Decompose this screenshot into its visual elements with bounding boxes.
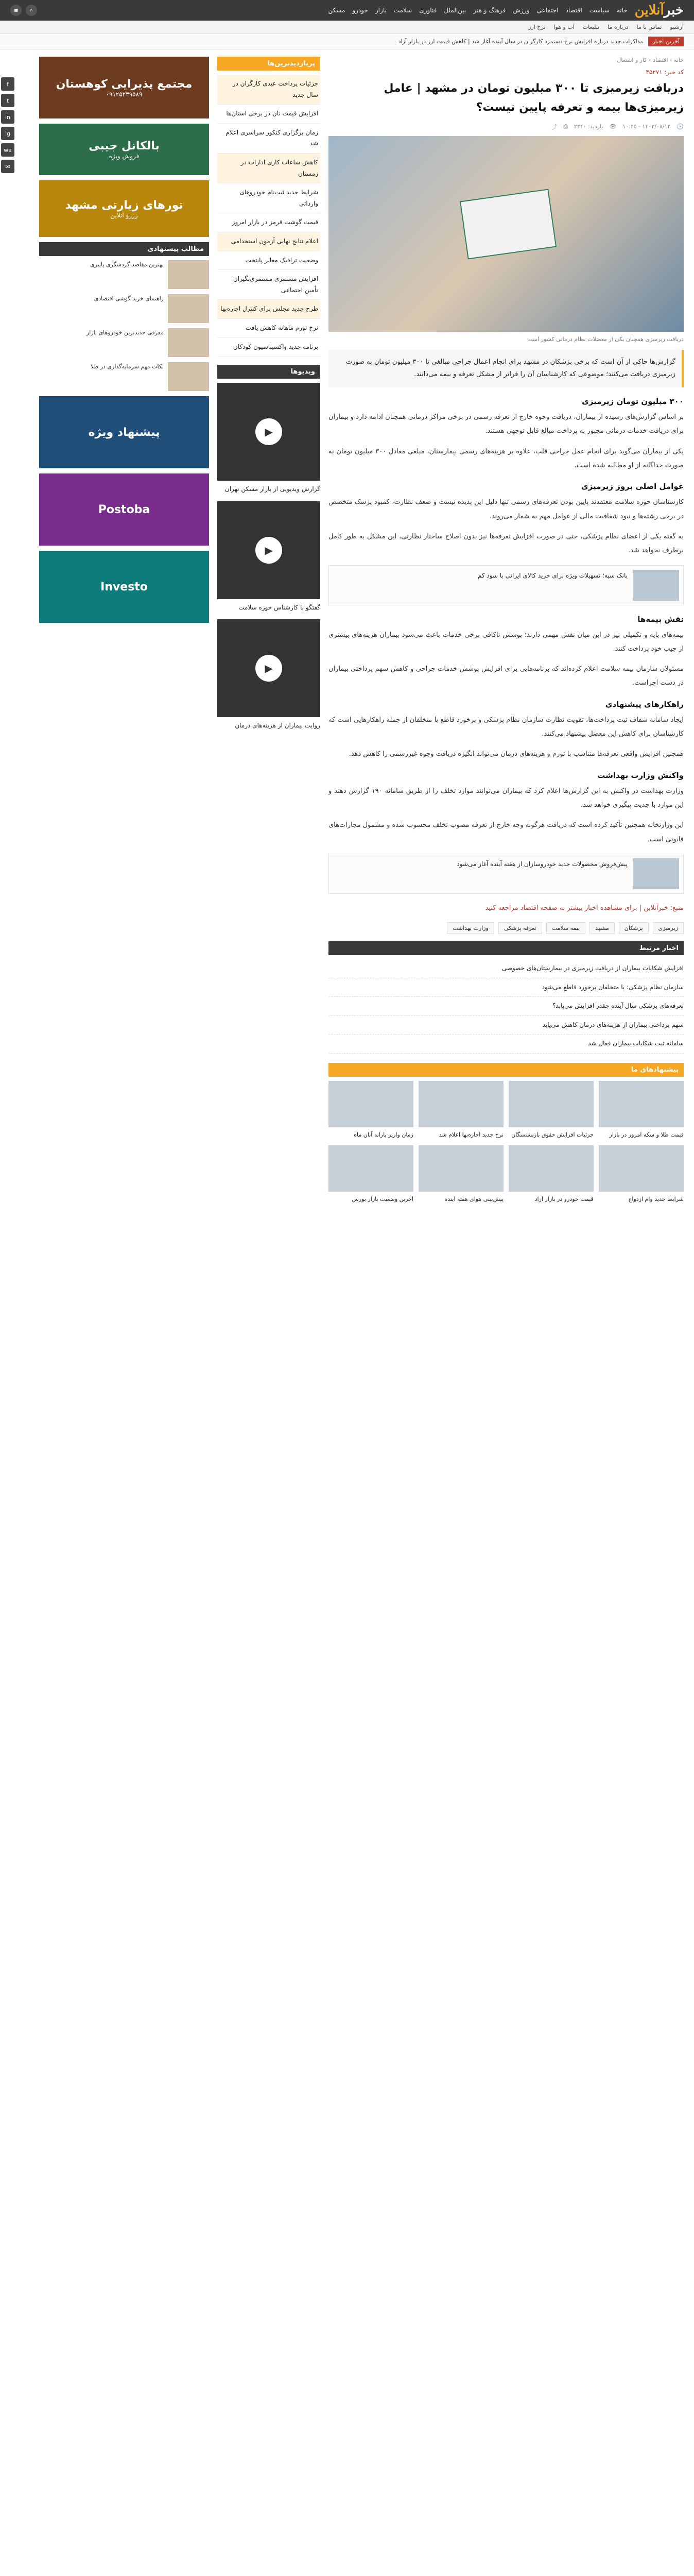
- section-heading: عوامل اصلی بروز زیرمیزی: [581, 482, 684, 492]
- popular-item[interactable]: شرایط جدید ثبت‌نام خودروهای وارداتی: [217, 183, 320, 213]
- share-icon[interactable]: in: [1, 110, 14, 124]
- nav-item[interactable]: اجتماعی: [536, 7, 559, 14]
- popular-item[interactable]: اعلام نتایج نهایی آزمون استخدامی: [217, 232, 320, 251]
- paragraph: یکی از بیماران می‌گوید برای انجام عمل جراحی قلب، علاوه بر هزینه‌های رسمی بیمارستان، مبلغی معادل ۳۰۰ میلیون تومان به صورت جداگانه از او مطالبه شده است.: [328, 447, 684, 470]
- inline-ad-image: [633, 570, 679, 601]
- tag[interactable]: وزارت بهداشت: [447, 922, 494, 934]
- nav-item[interactable]: خودرو: [352, 7, 368, 14]
- image-caption: دریافت زیرمیزی همچنان یکی از معضلات نظام درمانی کشور است: [527, 335, 684, 343]
- popular-item[interactable]: افزایش مستمری مستمری‌بگیران تأمین اجتماعی: [217, 270, 320, 300]
- section-heading: راهکارهای پیشنهادی: [605, 699, 684, 709]
- ticker-label: آخرین اخبار: [648, 37, 684, 46]
- eye-icon: 👁: [609, 123, 617, 130]
- inline-ad[interactable]: [328, 565, 684, 605]
- card-image: [419, 1081, 504, 1127]
- paragraph: همچنین افزایش واقعی تعرفه‌ها متناسب با تورم و هزینه‌های درمان می‌تواند انگیزه دریافت وجوه غیررسمی را کاهش دهد.: [349, 750, 684, 758]
- content-wrap: [0, 49, 694, 1219]
- nav-item[interactable]: فرهنگ و هنر: [473, 7, 506, 14]
- subnav-item[interactable]: نرخ ارز: [528, 24, 546, 30]
- ad-sidebar: [39, 57, 209, 1212]
- paragraph: مسئولان سازمان بیمه سلامت اعلام کرده‌اند که برنامه‌هایی برای افزایش پوشش خدمات جراحی و کاهش سهم پرداختی بیماران در دست اجراست.: [328, 665, 684, 687]
- card-image: [328, 1145, 413, 1192]
- suggest-card[interactable]: [328, 1145, 413, 1205]
- card-image: [599, 1145, 684, 1192]
- ad3-title: تورهای زیارتی مشهد: [65, 198, 183, 212]
- card-image: [419, 1145, 504, 1192]
- nav-item[interactable]: سلامت: [393, 7, 412, 14]
- article-summary: گزارش‌ها حاکی از آن است که برخی پزشکان در مشهد برای انجام اعمال جراحی مبالغی تا ۳۰۰ میلیون تومان به صورت زیرمیزی دریافت می‌کنند؛ موضوعی که کارشناسان آن را فراتر از مشکل تعرفه و بیمه می‌دانند.: [328, 350, 684, 387]
- ad-banner-3[interactable]: [39, 180, 209, 237]
- mini-item[interactable]: [39, 260, 209, 289]
- promo-3[interactable]: [39, 551, 209, 623]
- news-code: کد خبر: ۴۵۲۷۱: [646, 69, 684, 76]
- print-icon[interactable]: ⎙: [563, 123, 568, 130]
- paragraph: به گفته یکی از اعضای نظام پزشکی، حتی در صورت افزایش تعرفه‌ها نیز بدون اصلاح ساختار نظارتی، این مشکل به طور کامل برطرف نخواهد شد.: [328, 532, 684, 555]
- ad-banner-2[interactable]: [39, 124, 209, 175]
- share-icon[interactable]: wa: [1, 143, 14, 157]
- card-title: نرخ جدید اجاره‌بها اعلام شد: [439, 1131, 504, 1139]
- popular-item[interactable]: طرح جدید مجلس برای کنترل اجاره‌بها: [217, 300, 320, 319]
- article-date: ۱۴۰۳/۰۸/۱۲ - ۱۰:۴۵: [622, 123, 671, 130]
- mini-title: معرفی جدیدترین خودروهای بازار: [86, 329, 164, 336]
- suggest-card[interactable]: [419, 1145, 504, 1205]
- related-title: اخبار مرتبط: [328, 941, 684, 955]
- nav-item[interactable]: سیاست: [589, 7, 610, 14]
- mini-title: مطالب پیشنهادی: [39, 242, 209, 256]
- inline-ad-text: بانک سپه؛ تسهیلات ویژه برای خرید کالای ایرانی با سود کم: [477, 571, 628, 579]
- ad2-title: بالکانل جیبی: [89, 139, 160, 152]
- mini-title: بهترین مقاصد گردشگری پاییزی: [90, 261, 164, 268]
- card-title: جزئیات افزایش حقوق بازنشستگان: [511, 1131, 594, 1139]
- card-title: قیمت طلا و سکه امروز در بازار: [609, 1131, 684, 1139]
- ad1-phone: ۰۹۱۲۵۲۳۹۵۸۹: [106, 90, 143, 98]
- mini-item[interactable]: [39, 362, 209, 391]
- card-title: قیمت خودرو در بازار آزاد: [534, 1195, 594, 1202]
- share-icon[interactable]: ⤴: [551, 123, 558, 130]
- paragraph: وزارت بهداشت در واکنش به این گزارش‌ها اعلام کرد که بیماران می‌توانند موارد تخلف را از طریق سامانه ۱۹۰ گزارش دهند و این موارد با جدیت پیگیری خواهد شد.: [328, 787, 684, 809]
- card-image: [509, 1081, 594, 1127]
- suggest-card[interactable]: [328, 1081, 413, 1140]
- tag[interactable]: زیرمیزی: [653, 922, 684, 934]
- popular-item[interactable]: افزایش قیمت نان در برخی استان‌ها: [217, 105, 320, 124]
- promo3-text: Investo: [100, 580, 148, 594]
- video-title[interactable]: گفتگو با کارشناس حوزه سلامت: [238, 603, 320, 611]
- video-player[interactable]: [217, 501, 320, 599]
- suggest-card[interactable]: [509, 1081, 594, 1140]
- site-logo[interactable]: [635, 3, 684, 18]
- sub-nav: [0, 21, 694, 34]
- section-heading: نقش بیمه‌ها: [637, 614, 684, 624]
- paragraph: بیمه‌های پایه و تکمیلی نیز در این میان نقش مهمی دارند؛ پوشش ناکافی برخی خدمات باعث می‌شود بیماران هزینه‌های بیشتری از جیب خود پرداخت کنند.: [328, 631, 684, 653]
- nav-item[interactable]: خانه: [616, 7, 628, 14]
- search-icon[interactable]: ⌕: [26, 5, 37, 16]
- related-item[interactable]: سامانه ثبت شکایات بیماران فعال شد: [328, 1035, 684, 1054]
- share-icon[interactable]: t: [1, 94, 14, 107]
- card-image: [599, 1081, 684, 1127]
- nav-item[interactable]: مسکن: [328, 7, 345, 14]
- card-title: پیش‌بینی هوای هفته آینده: [444, 1195, 504, 1202]
- share-icon[interactable]: ✉: [1, 160, 14, 173]
- video-player[interactable]: [217, 383, 320, 481]
- ad1-title: مجتمع پذیرایی کوهستان: [56, 77, 193, 91]
- mini-list: [39, 260, 209, 391]
- main-nav: [44, 7, 628, 14]
- related-list: [328, 959, 684, 1054]
- clock-icon: 🕓: [676, 123, 684, 130]
- popular-item[interactable]: کاهش ساعات کاری ادارات در زمستان: [217, 154, 320, 183]
- mini-item[interactable]: [39, 328, 209, 357]
- article-views: بازدید: ۲۳۴۰: [574, 123, 603, 130]
- inline-ad[interactable]: [328, 854, 684, 894]
- article-body: [328, 397, 684, 846]
- popular-list: [217, 75, 320, 357]
- popular-item[interactable]: برنامه جدید واکسیناسیون کودکان: [217, 338, 320, 357]
- suggest-card[interactable]: [419, 1081, 504, 1140]
- subnav-item[interactable]: آب و هوا: [553, 24, 575, 30]
- news-ticker: [0, 34, 694, 49]
- tag[interactable]: پزشکان: [619, 922, 649, 934]
- subnav-item[interactable]: تماس با ما: [636, 24, 662, 30]
- ad2-sub: فروش ویژه: [109, 152, 140, 160]
- tag[interactable]: تعرفه پزشکی: [498, 922, 542, 934]
- card-image: [328, 1081, 413, 1127]
- ad3-sub: رزرو آنلاین: [110, 211, 138, 219]
- nav-item[interactable]: بازار: [375, 7, 387, 14]
- suggest-card[interactable]: [599, 1145, 684, 1205]
- subnav-item[interactable]: آرشیو: [670, 24, 684, 30]
- mini-item[interactable]: [39, 294, 209, 323]
- ticker-text[interactable]: مذاکرات جدید درباره افزایش نرخ دستمزد کارگران در سال آینده آغاز شد | کاهش قیمت ارز در بازار آزاد: [398, 38, 644, 45]
- menu-icon[interactable]: ≡: [10, 5, 22, 16]
- related-item[interactable]: افزایش شکایات بیماران از دریافت زیرمیزی در بیمارستان‌های خصوصی: [328, 959, 684, 978]
- breadcrumb[interactable]: خانه › اقتصاد › کار و اشتغال: [617, 57, 684, 63]
- tag[interactable]: مشهد: [589, 922, 615, 934]
- promo-2[interactable]: [39, 473, 209, 546]
- header-icons: [10, 5, 37, 16]
- card-title: زمان واریز یارانه آبان ماه: [354, 1131, 413, 1139]
- video-title[interactable]: روایت بیماران از هزینه‌های درمان: [235, 722, 320, 730]
- promo1-text: پیشنهاد ویژه: [88, 426, 160, 439]
- paragraph: بر اساس گزارش‌های رسیده از بیماران، دریافت وجوه خارج از تعرفه رسمی در برخی مراکز درمانی همچنان ادامه دارد و بیماران برای دریافت خدمات درمانی مجبور به پرداخت مبالغ قابل توجهی هستند.: [328, 413, 684, 435]
- article-title: دریافت زیرمیزی تا ۳۰۰ میلیون تومان در مشهد | عامل زیرمیزی‌ها بیمه و تعرفه پایین نیست؟: [384, 82, 684, 114]
- inline-ad-text: پیش‌فروش محصولات جدید خودروسازان از هفته آینده آغاز می‌شود: [457, 860, 628, 868]
- related-item[interactable]: سهم پرداختی بیماران از هزینه‌های درمان کاهش می‌یابد: [328, 1016, 684, 1035]
- mini-image: [168, 328, 209, 357]
- mini-image: [168, 294, 209, 323]
- video-player[interactable]: [217, 619, 320, 717]
- related-item[interactable]: سازمان نظام پزشکی: با متخلفان برخورد قاطع می‌شود: [328, 978, 684, 997]
- suggest-card[interactable]: [599, 1081, 684, 1140]
- popular-title: پربازدیدترین‌ها: [217, 57, 320, 71]
- section-heading: واکنش وزارت بهداشت: [597, 770, 684, 780]
- inline-ad-image: [633, 858, 679, 889]
- tag-list: [328, 922, 684, 934]
- main-column: [328, 57, 684, 1212]
- suggest-grid: [328, 1081, 684, 1204]
- video-list: [217, 383, 320, 732]
- logo-accent: آنلاین: [634, 3, 664, 18]
- social-share-bar: [1, 77, 14, 173]
- subnav-item[interactable]: تبلیغات: [582, 24, 600, 30]
- share-icon[interactable]: f: [1, 77, 14, 91]
- promo-1[interactable]: [39, 396, 209, 468]
- more-title: پیشنهادهای ما: [328, 1063, 684, 1077]
- mini-image: [168, 362, 209, 391]
- section-heading: ۳۰۰ میلیون تومان زیرمیزی: [582, 397, 684, 406]
- share-icon[interactable]: ig: [1, 127, 14, 140]
- popular-item[interactable]: جزئیات پرداخت عیدی کارگران در سال جدید: [217, 75, 320, 105]
- video-title: ویدیوها: [217, 365, 320, 379]
- related-item[interactable]: تعرفه‌های پزشکی سال آینده چقدر افزایش می‌یابد؟: [328, 997, 684, 1016]
- subnav-item[interactable]: درباره ما: [608, 24, 629, 30]
- tag[interactable]: بیمه سلامت: [546, 922, 586, 934]
- card-title: شرایط جدید وام ازدواج: [628, 1195, 684, 1202]
- popular-item[interactable]: قیمت گوشت قرمز در بازار امروز: [217, 213, 320, 232]
- article-hero-image: [328, 136, 684, 332]
- popular-item[interactable]: نرخ تورم ماهانه کاهش یافت: [217, 319, 320, 338]
- video-title[interactable]: گزارش ویدیویی از بازار مسکن تهران: [224, 485, 320, 493]
- article-meta: [328, 123, 684, 131]
- suggest-card[interactable]: [509, 1145, 594, 1205]
- nav-item[interactable]: بین‌الملل: [444, 7, 466, 14]
- nav-item[interactable]: ورزش: [513, 7, 530, 14]
- nav-item[interactable]: فناوری: [419, 7, 437, 14]
- paragraph: این وزارتخانه همچنین تأکید کرده است که دریافت هرگونه وجه خارج از تعرفه مصوب تخلف محسوب شده و مشمول مجازات‌های قانونی است.: [328, 821, 684, 843]
- news-sidebar: [217, 57, 320, 1212]
- paragraph: ایجاد سامانه شفاف ثبت پرداخت‌ها، تقویت نظارت سازمان نظام پزشکی و برخورد قاطع با متخلفان از جمله راهکارهایی است که کارشناسان برای کاهش این معضل پیشنهاد می‌کنند.: [328, 716, 684, 738]
- source-note[interactable]: منبع: خبرآنلاین | برای مشاهده اخبار بیشتر به صفحه اقتصاد مراجعه کنید: [485, 904, 684, 912]
- paragraph: کارشناسان حوزه سلامت معتقدند پایین بودن تعرفه‌های رسمی تنها دلیل این پدیده نیست و ضعف نظارت، کمبود پزشک متخصص در برخی رشته‌ها و نبود شفافیت مالی از عوامل مهم به شمار می‌روند.: [328, 498, 684, 520]
- mini-title: راهنمای خرید گوشی اقتصادی: [94, 295, 164, 302]
- popular-item[interactable]: زمان برگزاری کنکور سراسری اعلام شد: [217, 124, 320, 154]
- mini-image: [168, 260, 209, 289]
- popular-item[interactable]: وضعیت ترافیک معابر پایتخت: [217, 251, 320, 270]
- top-bar: [0, 0, 694, 21]
- logo-text: خبر: [664, 3, 684, 18]
- mini-title: نکات مهم سرمایه‌گذاری در طلا: [90, 363, 164, 370]
- card-title: آخرین وضعیت بازار بورس: [352, 1195, 413, 1202]
- nav-item[interactable]: اقتصاد: [565, 7, 582, 14]
- promo2-text: Postoba: [98, 503, 150, 516]
- card-image: [509, 1145, 594, 1192]
- ad-banner-1[interactable]: [39, 57, 209, 118]
